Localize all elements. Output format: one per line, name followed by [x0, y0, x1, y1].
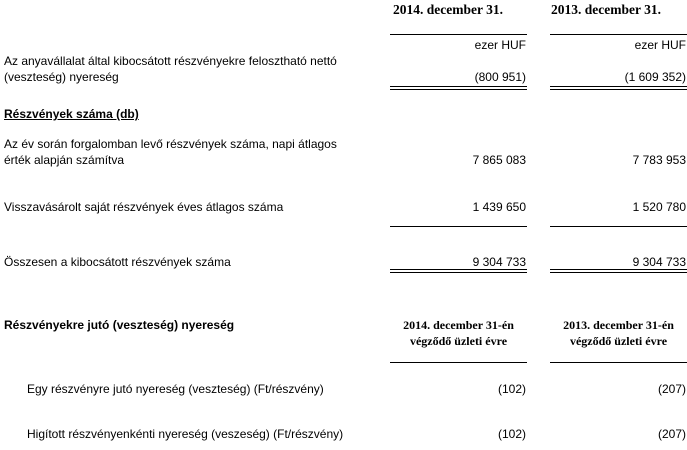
- eps-header-rule-2014: [390, 362, 527, 363]
- shares-outstanding-2013: 7 783 953: [632, 153, 686, 167]
- total-shares-2014: 9 304 733: [472, 255, 526, 269]
- shares-outstanding-2014: 7 865 083: [472, 153, 526, 167]
- total-shares-double-rule-2013: [550, 269, 687, 273]
- eps-header-2013: [550, 317, 687, 349]
- total-shares-label: Összesen a kibocsátott részvények száma: [4, 255, 231, 269]
- treasury-rule-2014: [390, 226, 527, 227]
- treasury-rule-2013: [550, 226, 687, 227]
- eps-header-2014: [390, 317, 527, 349]
- treasury-shares-2014: 1 439 650: [472, 200, 526, 214]
- eps-basic-2014: (102): [497, 382, 526, 396]
- column-header-2013: 2013. december 31.: [551, 2, 661, 17]
- total-shares-double-rule-2014: [390, 269, 527, 273]
- net-profit-2013: (1 609 352): [624, 70, 686, 84]
- column-header-2014: 2014. december 31.: [393, 2, 503, 17]
- eps-header-2014-line1: 2014. december 31-én: [403, 318, 514, 332]
- treasury-shares-2013: 1 520 780: [632, 200, 686, 214]
- eps-basic-label: Egy részvényre jutó nyereség (veszteség) (Ft/részvény): [27, 382, 324, 396]
- header-rule-2013: [550, 34, 687, 35]
- total-shares-2013: 9 304 733: [632, 255, 686, 269]
- eps-header-2013-line1: 2013. december 31-én: [563, 318, 674, 332]
- eps-section-title: Részvényekre jutó (veszteség) nyereség: [4, 318, 235, 332]
- eps-diluted-label: Higított részvényenkénti nyereség (veszeség) (Ft/részvény): [27, 427, 344, 441]
- shares-outstanding-label-line2: érték alapján számítva: [4, 153, 125, 167]
- eps-header-2014-line2: végződő üzleti évre: [409, 334, 508, 348]
- eps-diluted-2014: (102): [497, 427, 526, 441]
- net-profit-label-line1: Az anyavállalat által kibocsátott részvényekre felosztható nettó: [4, 54, 337, 68]
- shares-outstanding-label-line1: Az év során forgalomban levő részvények száma, napi átlagos: [4, 137, 337, 151]
- eps-diluted-2013: (207): [657, 427, 686, 441]
- eps-header-2013-line2: végződő üzleti évre: [569, 334, 668, 348]
- net-profit-2014: (800 951): [474, 70, 526, 84]
- net-profit-double-rule-2013: [550, 86, 687, 90]
- header-rule-2014: [390, 34, 527, 35]
- treasury-shares-label: Visszavásárolt saját részvények éves átlagos száma: [4, 200, 284, 214]
- eps-header-rule-2013: [550, 362, 687, 363]
- unit-2013: ezer HUF: [634, 38, 686, 52]
- net-profit-label-line2: (veszteség) nyereség: [4, 70, 119, 84]
- net-profit-double-rule-2014: [390, 86, 527, 90]
- shares-section-title: Részvények száma (db): [4, 107, 139, 121]
- unit-2014: ezer HUF: [474, 38, 526, 52]
- eps-basic-2013: (207): [657, 382, 686, 396]
